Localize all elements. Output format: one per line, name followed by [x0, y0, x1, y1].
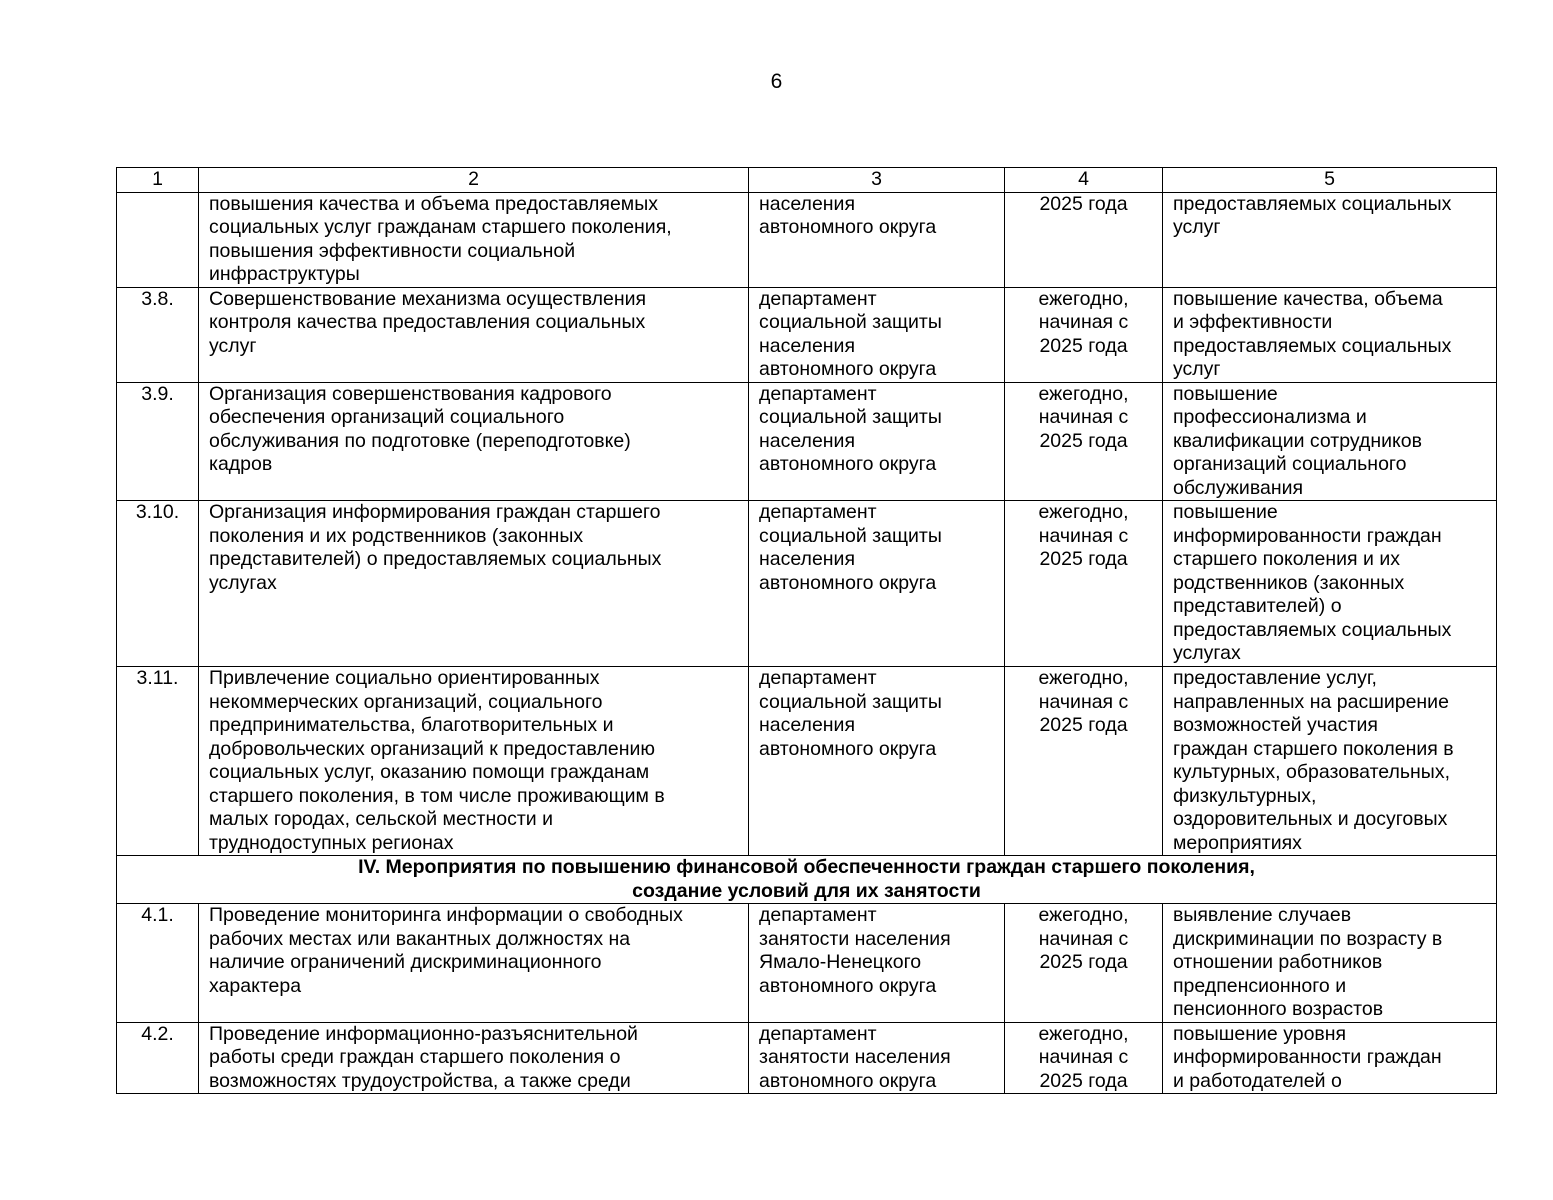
table-row [117, 904, 1497, 1023]
activity-cell: Организация совершенствования кадрового обеспечения организаций социального обслуживания по подготовке (переподготовке) кадров [199, 382, 749, 501]
section-header-row [117, 856, 1497, 904]
column-number-1: 1 [117, 168, 199, 193]
executor-cell: департамент занятости населения автономного округа [749, 1022, 1005, 1094]
executor-cell: населения автономного округа [749, 192, 1005, 287]
column-number-row [117, 168, 1497, 193]
activity-cell: Проведение информационно-разъяснительной работы среди граждан старшего поколения о возможностях трудоустройства, а также среди [199, 1022, 749, 1094]
table-row [117, 1022, 1497, 1094]
activity-cell: Совершенствование механизма осуществления контроля качества предоставления социальных услуг [199, 287, 749, 382]
executor-cell: департамент социальной защиты населения автономного округа [749, 287, 1005, 382]
row-number: 3.8. [117, 287, 199, 382]
result-cell: повышение качества, объема и эффективности предоставляемых социальных услуг [1163, 287, 1497, 382]
table-row [117, 382, 1497, 501]
section-title: IV. Мероприятия по повышению финансовой обеспеченности граждан старшего поколения, создание условий для их занятости [117, 856, 1497, 904]
result-cell: предоставление услуг, направленных на расширение возможностей участия граждан старшего поколения в культурных, образовательных, физкультурных, оздоровительных и досуговых мероприятиях [1163, 667, 1497, 856]
table-row [117, 667, 1497, 856]
page-number: 6 [770, 70, 783, 93]
column-number-3: 3 [749, 168, 1005, 193]
activity-cell: повышения качества и объема предоставляемых социальных услуг гражданам старшего поколения, повышения эффективности социальной инфраструктуры [199, 192, 749, 287]
row-number: 4.2. [117, 1022, 199, 1094]
row-number: 3.11. [117, 667, 199, 856]
deadline-cell: ежегодно, начиная с 2025 года [1005, 1022, 1163, 1094]
result-cell: повышение профессионализма и квалификации сотрудников организаций социального обслуживания [1163, 382, 1497, 501]
executor-cell: департамент социальной защиты населения автономного округа [749, 501, 1005, 667]
executor-cell: департамент социальной защиты населения автономного округа [749, 667, 1005, 856]
row-number: 4.1. [117, 904, 199, 1023]
deadline-cell: 2025 года [1005, 192, 1163, 287]
table-row [117, 287, 1497, 382]
row-number [117, 192, 199, 287]
table-row [117, 501, 1497, 667]
deadline-cell: ежегодно, начиная с 2025 года [1005, 382, 1163, 501]
column-number-4: 4 [1005, 168, 1163, 193]
activity-cell: Привлечение социально ориентированных некоммерческих организаций, социального предпринимательства, благотворительных и добровольческих организаций к предоставлению социальных услуг, оказанию помощи гражданам старшего поколения, в том числе проживающим в малых городах, сельской местности и труднодоступных регионах [199, 667, 749, 856]
result-cell: предоставляемых социальных услуг [1163, 192, 1497, 287]
row-number: 3.10. [117, 501, 199, 667]
executor-cell: департамент социальной защиты населения автономного округа [749, 382, 1005, 501]
deadline-cell: ежегодно, начиная с 2025 года [1005, 501, 1163, 667]
activity-cell: Проведение мониторинга информации о свободных рабочих местах или вакантных должностях на наличие ограничений дискриминационного характера [199, 904, 749, 1023]
deadline-cell: ежегодно, начиная с 2025 года [1005, 667, 1163, 856]
executor-cell: департамент занятости населения Ямало-Ненецкого автономного округа [749, 904, 1005, 1023]
deadline-cell: ежегодно, начиная с 2025 года [1005, 287, 1163, 382]
row-number: 3.9. [117, 382, 199, 501]
column-number-2: 2 [199, 168, 749, 193]
table-row [117, 192, 1497, 287]
activities-table [116, 167, 1497, 1094]
activity-cell: Организация информирования граждан старшего поколения и их родственников (законных представителей) о предоставляемых социальных услугах [199, 501, 749, 667]
result-cell: повышение информированности граждан старшего поколения и их родственников (законных представителей) о предоставляемых социальных услугах [1163, 501, 1497, 667]
column-number-5: 5 [1163, 168, 1497, 193]
deadline-cell: ежегодно, начиная с 2025 года [1005, 904, 1163, 1023]
result-cell: выявление случаев дискриминации по возрасту в отношении работников предпенсионного и пенсионного возрастов [1163, 904, 1497, 1023]
result-cell: повышение уровня информированности граждан и работодателей о [1163, 1022, 1497, 1094]
